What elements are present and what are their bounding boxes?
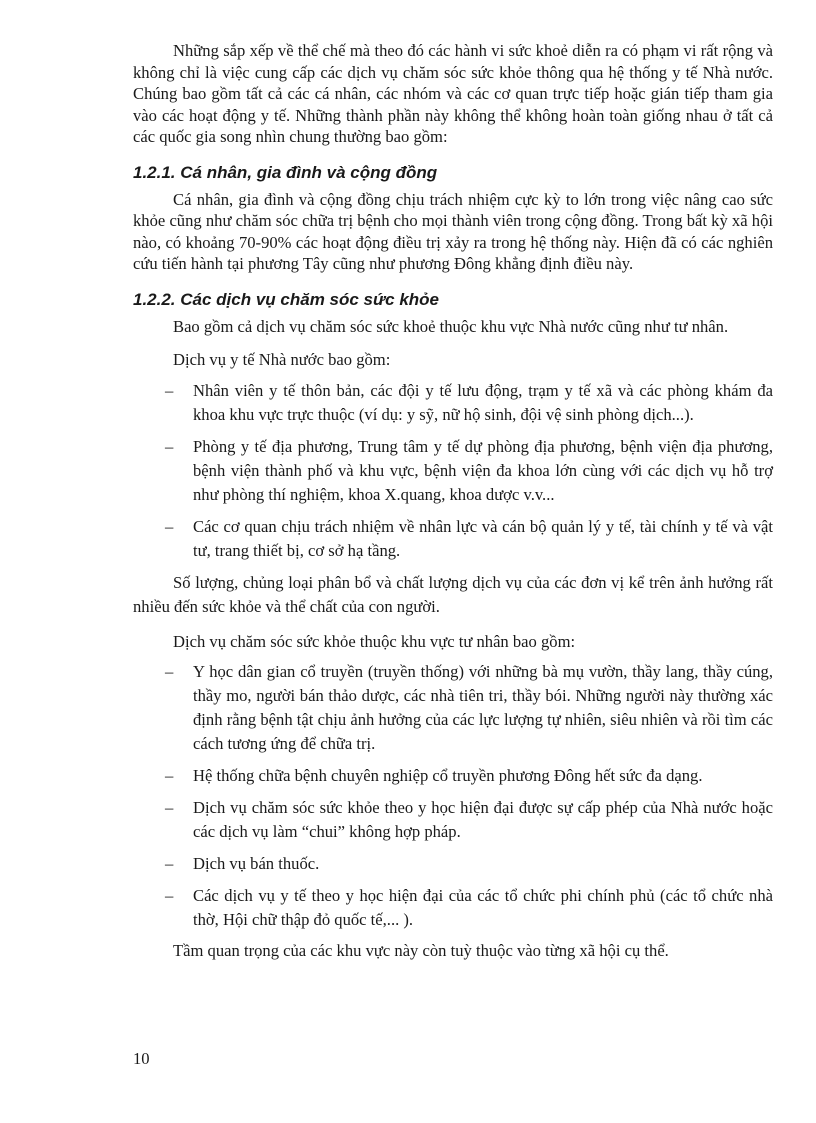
public-services-intro: Dịch vụ y tế Nhà nước bao gồm:: [173, 350, 391, 369]
page-number: 10: [133, 1049, 150, 1068]
list-item: – Dịch vụ bán thuốc.: [133, 852, 773, 876]
page-content: [133, 40, 773, 962]
section-heading-1-2-1: 1.2.1. Cá nhân, gia đình và cộng đồng: [133, 162, 438, 182]
private-services-list: [133, 660, 773, 932]
dash-bullet: –: [165, 436, 174, 456]
list-item: – Các dịch vụ y tế theo y học hiện đại của các tổ chức phi chính phủ (các tổ chức nhà thờ, Hội chữ thập đỏ quốc tế,... ).: [165, 886, 773, 929]
public-services-summary: Số lượng, chủng loại phân bổ và chất lượng dịch vụ của các đơn vị kể trên ảnh hưởng rất nhiều đến sức khỏe và thể chất của con người.: [133, 572, 773, 616]
dash-bullet: –: [165, 886, 174, 905]
list-item: – Dịch vụ chăm sóc sức khỏe theo y học hiện đại được sự cấp phép của Nhà nước hoặc các dịch vụ làm “chui” không hợp pháp.: [165, 798, 773, 841]
list-item: – Y học dân gian cổ truyền (truyền thống) với những bà mụ vườn, thầy lang, thầy cúng, thầy mo, người bán thảo dược, các nhà tiên tri, thầy bói. Những người này thường xác định rằng bệnh tật chịu ảnh hưởng của các lực lượng tự nhiên, siêu nhiên và rồi tìm các cách tương ứng để chữa trị.: [165, 662, 773, 753]
private-services-intro: Dịch vụ chăm sóc sức khỏe thuộc khu vực tư nhân bao gồm:: [173, 631, 576, 651]
closing-paragraph: Tầm quan trọng của các khu vực này còn tuỳ thuộc vào từng xã hội cụ thể.: [173, 941, 669, 960]
dash-bullet: –: [165, 516, 174, 536]
section-1-2-2-body: Bao gồm cả dịch vụ chăm sóc sức khoẻ thuộc khu vực Nhà nước cũng như tư nhân.: [173, 316, 729, 336]
section-1-2-1-body: Cá nhân, gia đình và cộng đồng chịu trách nhiệm cực kỳ to lớn trong việc nâng cao sức khỏe cũng như chăm sóc chữa trị bệnh cho mọi thành viên trong cộng đồng. Trong bất kỳ xã hội nào, có khoảng 70-90% các hoạt động điều trị xảy ra trong hệ thống này. Hiện đã có các nghiên cứu tiến hành tại phương Tây cũng như phương Đông khẳng định điều này.: [133, 189, 773, 273]
dash-bullet: –: [165, 380, 174, 400]
list-item: – Nhân viên y tế thôn bản, các đội y tế lưu động, trạm y tế xã và các phòng khám đa khoa khu vực trực thuộc (ví dụ: y sỹ, nữ hộ sinh, đội vệ sinh phòng dịch...).: [165, 380, 773, 424]
intro-paragraph: Những sắp xếp về thể chế mà theo đó các hành vi sức khoẻ diễn ra có phạm vi rất rộng và không chỉ là việc cung cấp các dịch vụ chăm sóc sức khỏe thông qua hệ thống y tế Nhà nước. Chúng bao gồm tất cả các cá nhân, các nhóm và các cơ quan trực tiếp hoặc gián tiếp tham gia vào các hoạt động y tế. Những thành phần này không thể không hoàn toàn giống nhau ở tất cả các quốc gia song nhìn chung thường bao gồm:: [133, 41, 773, 146]
dash-bullet: –: [165, 798, 174, 817]
list-item: – Phòng y tế địa phương, Trung tâm y tế dự phòng địa phương, bệnh viện địa phương, bệnh viện thành phố và khu vực, bệnh viện đa khoa lớn cùng với các dịch vụ hỗ trợ như phòng thí nghiệm, khoa X.quang, khoa dược v.v...: [165, 436, 773, 504]
list-item: – Hệ thống chữa bệnh chuyên nghiệp cổ truyền phương Đông hết sức đa dạng.: [133, 764, 773, 788]
dash-bullet: –: [165, 662, 174, 681]
section-heading-1-2-2: 1.2.2. Các dịch vụ chăm sóc sức khỏe: [133, 289, 439, 309]
public-services-list: [133, 379, 773, 563]
list-item: – Các cơ quan chịu trách nhiệm về nhân lực và cán bộ quản lý y tế, tài chính y tế và vật tư, trang thiết bị, cơ sở hạ tầng.: [165, 516, 773, 560]
dash-bullet: –: [165, 766, 174, 785]
dash-bullet: –: [165, 854, 174, 873]
